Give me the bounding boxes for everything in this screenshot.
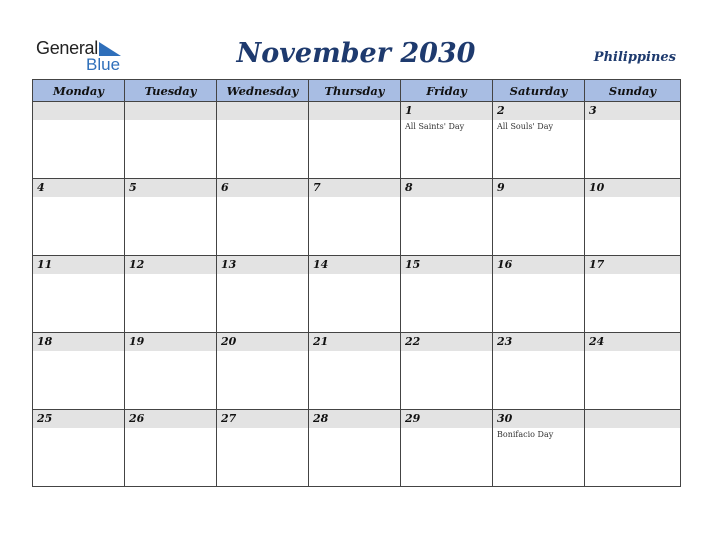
day-cell[interactable]: [217, 102, 309, 179]
weekday-tuesday: Tuesday: [125, 80, 217, 102]
day-number: 26: [129, 412, 145, 425]
weekday-header-row: [33, 80, 681, 102]
day-number: 6: [221, 181, 229, 194]
day-number: 14: [313, 258, 329, 271]
day-number-band: [217, 179, 308, 197]
day-cell[interactable]: [33, 256, 125, 333]
day-number: 22: [405, 335, 421, 348]
day-cell[interactable]: [309, 102, 401, 179]
day-cell[interactable]: [585, 179, 681, 256]
day-number: 30: [497, 412, 513, 425]
week-row: [33, 179, 681, 256]
day-number: 19: [129, 335, 145, 348]
day-cell[interactable]: [125, 333, 217, 410]
day-cell[interactable]: [493, 410, 585, 487]
day-cell[interactable]: [33, 333, 125, 410]
day-cell[interactable]: [125, 256, 217, 333]
calendar-grid: [32, 79, 681, 487]
day-cell[interactable]: [217, 179, 309, 256]
day-cell[interactable]: [585, 410, 681, 487]
day-number: 11: [37, 258, 53, 271]
day-cell[interactable]: [493, 102, 585, 179]
day-cell[interactable]: [493, 179, 585, 256]
weekday-thursday: Thursday: [309, 80, 401, 102]
day-number: 21: [313, 335, 329, 348]
day-number: 7: [313, 181, 321, 194]
day-number: 27: [221, 412, 237, 425]
day-cell[interactable]: [217, 333, 309, 410]
page-title: November 2030: [236, 38, 476, 69]
weekday-friday: Friday: [401, 80, 493, 102]
calendar-weeks: [33, 102, 681, 487]
day-cell[interactable]: [33, 102, 125, 179]
day-cell[interactable]: [401, 179, 493, 256]
day-number: 1: [405, 104, 413, 117]
day-cell[interactable]: [125, 410, 217, 487]
day-cell[interactable]: [401, 256, 493, 333]
day-cell[interactable]: [33, 410, 125, 487]
day-number-band: [585, 102, 680, 120]
day-number: 8: [405, 181, 413, 194]
week-row: [33, 333, 681, 410]
weekday-monday: Monday: [33, 80, 125, 102]
day-cell[interactable]: [125, 102, 217, 179]
week-row: [33, 256, 681, 333]
day-number-band: [401, 179, 492, 197]
day-number: 23: [497, 335, 513, 348]
day-number: 12: [129, 258, 145, 271]
day-number: 24: [589, 335, 605, 348]
day-cell[interactable]: [309, 256, 401, 333]
day-cell[interactable]: [217, 256, 309, 333]
holiday-label: Bonifacio Day: [497, 430, 554, 439]
day-number: 9: [497, 181, 505, 194]
day-number: 5: [129, 181, 137, 194]
day-cell[interactable]: [585, 102, 681, 179]
holiday-label: All Saints' Day: [405, 122, 465, 131]
day-number: 3: [589, 104, 597, 117]
day-number: 29: [405, 412, 421, 425]
day-number: 15: [405, 258, 421, 271]
day-number: 25: [37, 412, 53, 425]
logo-blue-text: Blue: [86, 55, 121, 74]
day-number-band: [493, 179, 584, 197]
country-name: Philippines: [593, 50, 676, 65]
day-number-band: [309, 102, 400, 120]
day-cell[interactable]: [493, 333, 585, 410]
day-number-band: [493, 102, 584, 120]
day-number: 20: [221, 335, 237, 348]
day-cell[interactable]: [401, 102, 493, 179]
day-number: 16: [497, 258, 513, 271]
day-cell[interactable]: [217, 410, 309, 487]
day-number-band: [401, 102, 492, 120]
day-number-band: [309, 179, 400, 197]
day-number-band: [217, 102, 308, 120]
day-cell[interactable]: [309, 333, 401, 410]
day-number-band: [125, 179, 216, 197]
week-row: [33, 410, 681, 487]
day-number: 28: [313, 412, 329, 425]
weekday-sunday: Sunday: [585, 80, 681, 102]
day-cell[interactable]: [401, 410, 493, 487]
weekday-wednesday: Wednesday: [217, 80, 309, 102]
day-cell[interactable]: [125, 179, 217, 256]
day-cell[interactable]: [309, 179, 401, 256]
day-cell[interactable]: [585, 256, 681, 333]
day-cell[interactable]: [309, 410, 401, 487]
logo-general-text: General: [36, 38, 98, 58]
day-cell[interactable]: [585, 333, 681, 410]
day-number-band: [125, 102, 216, 120]
week-row: [33, 102, 681, 179]
day-number: 4: [37, 181, 45, 194]
day-number-band: [33, 179, 124, 197]
day-cell[interactable]: [493, 256, 585, 333]
day-number: 13: [221, 258, 237, 271]
day-cell[interactable]: [33, 179, 125, 256]
holiday-label: All Souls' Day: [497, 122, 553, 131]
day-number-band: [585, 410, 680, 428]
weekday-saturday: Saturday: [493, 80, 585, 102]
day-number: 18: [37, 335, 53, 348]
day-cell[interactable]: [401, 333, 493, 410]
day-number-band: [33, 102, 124, 120]
day-number: 2: [497, 104, 505, 117]
day-number: 17: [589, 258, 605, 271]
day-number: 10: [589, 181, 605, 194]
